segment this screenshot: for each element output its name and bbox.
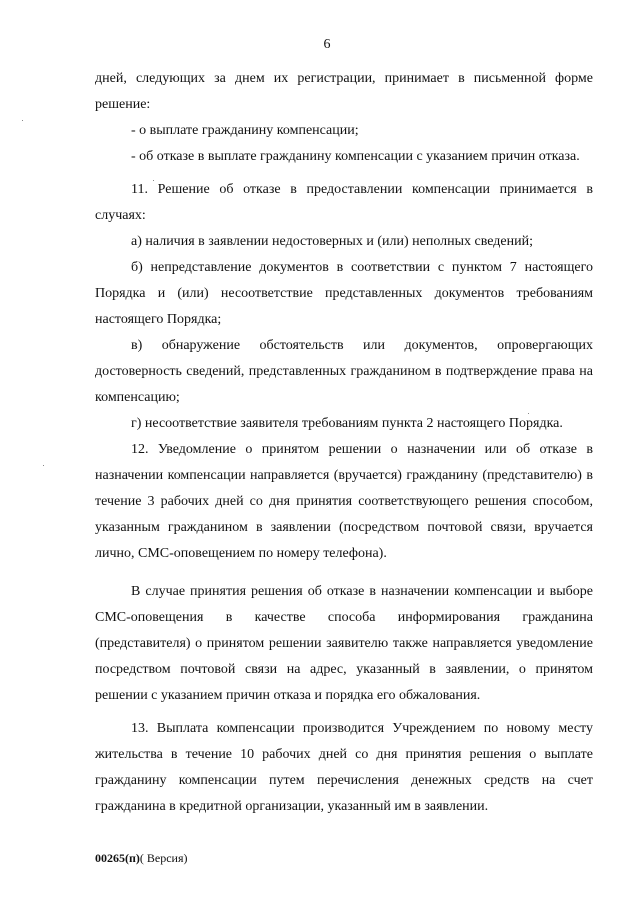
- paragraph-item-11a: а) наличия в заявлении недостоверных и (или) неполных сведений;: [131, 234, 533, 249]
- page-number: 6: [323, 37, 331, 52]
- paragraph-item-11v: в) обнаружение обстоятельств или документов, опровергающих достоверность сведений, представленных гражданином в подтверждение права на компенсацию;: [95, 338, 593, 405]
- paragraph-item-13: 13. Выплата компенсации производится Учреждением по новому месту жительства в течение 10 рабочих дней со дня принятия решения о выплате гражданину компенсации путем перечисления денежных средств на счет гражданина в кредитной организации, указанный им в заявлении.: [95, 721, 593, 814]
- document-footer: [95, 851, 188, 866]
- paragraph-option-refusal: - об отказе в выплате гражданину компенсации с указанием причин отказа.: [131, 149, 580, 164]
- scan-speck: [22, 120, 23, 121]
- footer-version: ( Версия): [139, 851, 188, 865]
- paragraph-intro: дней, следующих за днем их регистрации, принимает в письменной форме решение:: [95, 71, 593, 112]
- scan-speck: [43, 465, 44, 466]
- paragraph-item-12-sms: В случае принятия решения об отказе в назначении компенсации и выборе СМС-оповещения в качестве способа информирования гражданина (представителя) о принятом решении заявителю также направляется уведомление посредством почтовой связи на адрес, указанный в заявлении, о принятом решении с указанием причин отказа и порядка его обжалования.: [95, 584, 593, 703]
- scan-speck: [153, 180, 154, 181]
- paragraph-option-payment: - о выплате гражданину компенсации;: [131, 123, 359, 138]
- scan-speck: [528, 413, 529, 414]
- paragraph-item-11g: г) несоответствие заявителя требованиям пункта 2 настоящего Порядка.: [131, 416, 563, 431]
- document-body: [95, 66, 593, 820]
- paragraph-item-12: 12. Уведомление о принятом решении о назначении или об отказе в назначении компенсации направляется (вручается) гражданину (представителю) в течение 3 рабочих дней со дня принятия соответствующего решения способом, указанным гражданином в заявлении (посредством почтовой связи, вручается лично, СМС-оповещением по номеру телефона).: [95, 442, 593, 561]
- footer-code: 00265(п): [95, 851, 140, 865]
- paragraph-item-11: 11. Решение об отказе в предоставлении компенсации принимается в случаях:: [95, 182, 593, 223]
- paragraph-item-11b: б) непредставление документов в соответствии с пунктом 7 настоящего Порядка и (или) несоответствие представленных документов требованиям настоящего Порядка;: [95, 260, 593, 327]
